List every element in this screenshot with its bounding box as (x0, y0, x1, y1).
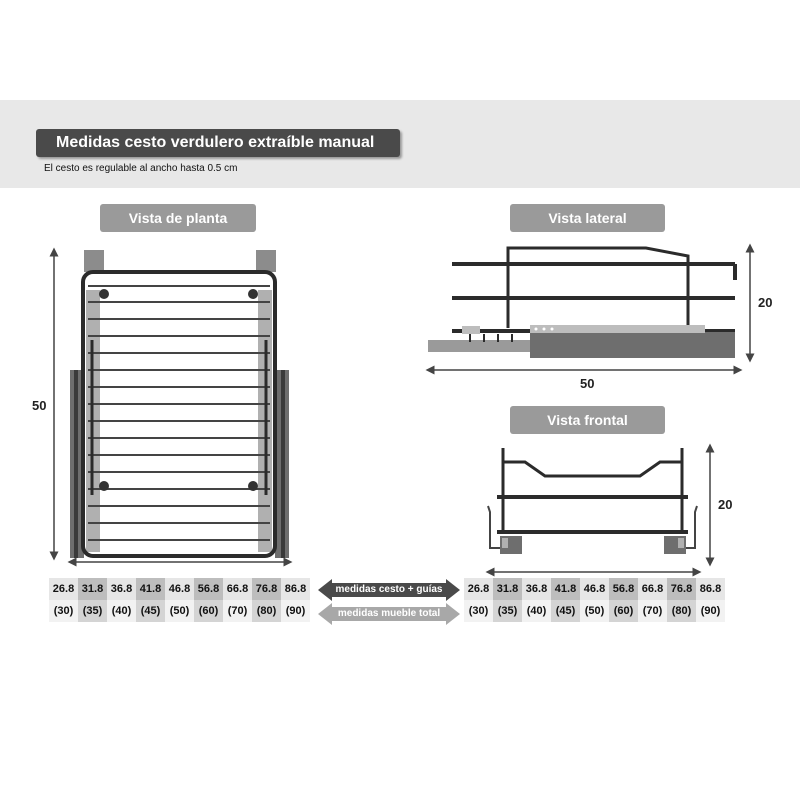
page-subtitle: El cesto es regulable al ancho hasta 0.5 cm (44, 163, 238, 174)
basket-size-cell: 56.8 (194, 578, 223, 600)
plan-screw (99, 289, 109, 299)
size-table-right (464, 578, 725, 622)
lateral-view-label: Vista lateral (510, 204, 665, 232)
cabinet-size-cell: (40) (522, 600, 551, 622)
basket-size-cell: 26.8 (464, 578, 493, 600)
basket-size-cell: 41.8 (551, 578, 580, 600)
cabinet-size-cell: (60) (194, 600, 223, 622)
basket-size-cell: 76.8 (667, 578, 696, 600)
frontal-view-label: Vista frontal (510, 406, 665, 434)
legend-cabinet-total: medidas mueble total (337, 608, 441, 619)
plan-view-label: Vista de planta (100, 204, 256, 232)
basket-size-cell: 36.8 (522, 578, 551, 600)
plan-screw (248, 289, 258, 299)
basket-size-cell: 76.8 (252, 578, 281, 600)
cabinet-size-cell: (30) (49, 600, 78, 622)
basket-size-cell: 86.8 (281, 578, 310, 600)
page-title: Medidas cesto verdulero extraíble manual (56, 134, 375, 151)
lateral-height-label: 20 (758, 295, 773, 310)
frontal-view-drawing (488, 448, 710, 572)
cabinet-size-cell: (30) (464, 600, 493, 622)
plan-guide-post-right (256, 250, 276, 272)
table-row-cabinet-sizes (464, 600, 725, 622)
cabinet-size-cell: (35) (493, 600, 522, 622)
cabinet-size-cell: (70) (638, 600, 667, 622)
size-table-left (49, 578, 310, 622)
plan-depth-label: 50 (32, 398, 47, 413)
basket-size-cell: 41.8 (136, 578, 165, 600)
basket-size-cell: 66.8 (223, 578, 252, 600)
cabinet-size-cell: (90) (281, 600, 310, 622)
table-row-cabinet-sizes (49, 600, 310, 622)
plan-screw (99, 481, 109, 491)
basket-size-cell: 86.8 (696, 578, 725, 600)
plan-basket-frame (83, 272, 275, 556)
plan-view-drawing (54, 250, 289, 562)
cabinet-size-cell: (40) (107, 600, 136, 622)
basket-size-cell: 66.8 (638, 578, 667, 600)
basket-size-cell: 36.8 (107, 578, 136, 600)
cabinet-size-cell: (50) (165, 600, 194, 622)
cabinet-size-cell: (80) (667, 600, 696, 622)
frontal-height-label: 20 (718, 497, 733, 512)
cabinet-size-cell: (90) (696, 600, 725, 622)
cabinet-size-cell: (80) (252, 600, 281, 622)
basket-size-cell: 26.8 (49, 578, 78, 600)
basket-size-cell: 46.8 (580, 578, 609, 600)
cabinet-size-cell: (70) (223, 600, 252, 622)
lateral-depth-label: 50 (580, 376, 595, 391)
basket-size-cell: 31.8 (493, 578, 522, 600)
plan-screw (248, 481, 258, 491)
table-row-basket-sizes (464, 578, 725, 600)
table-row-basket-sizes (49, 578, 310, 600)
lateral-slide-inner (530, 332, 735, 358)
basket-size-cell: 46.8 (165, 578, 194, 600)
plan-guide-post-left (84, 250, 104, 272)
cabinet-size-cell: (35) (78, 600, 107, 622)
basket-size-cell: 31.8 (78, 578, 107, 600)
lateral-view-drawing (428, 248, 750, 370)
cabinet-size-cell: (50) (580, 600, 609, 622)
cabinet-size-cell: (60) (609, 600, 638, 622)
basket-size-cell: 56.8 (609, 578, 638, 600)
legend-basket-guides: medidas cesto + guías (335, 584, 443, 595)
cabinet-size-cell: (45) (551, 600, 580, 622)
plan-basket-wires (88, 286, 270, 540)
cabinet-size-cell: (45) (136, 600, 165, 622)
